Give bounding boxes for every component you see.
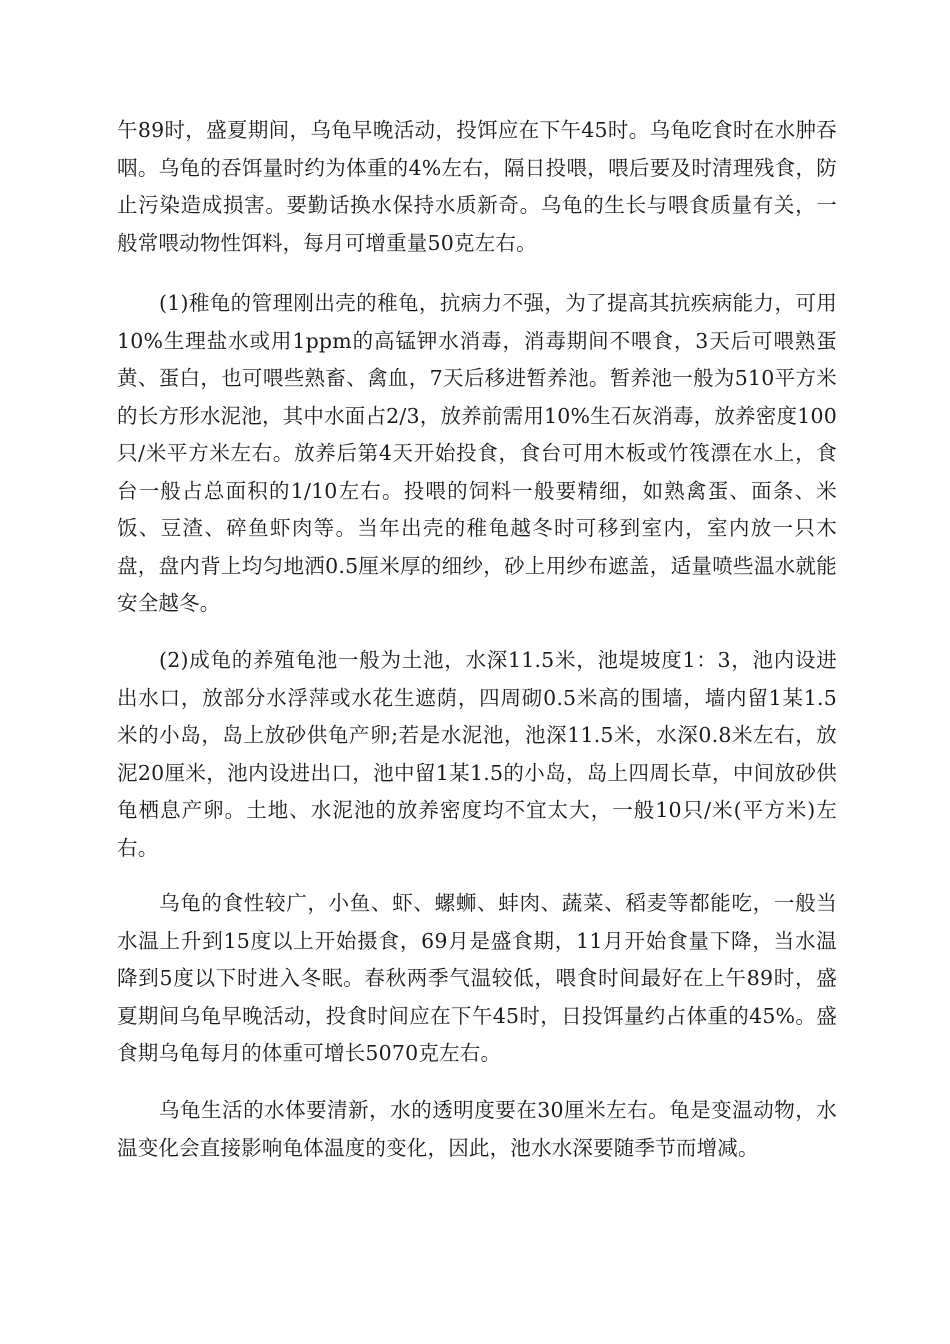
paragraph-diet: 乌龟的食性较广，小鱼、虾、螺蛳、蚌肉、蔬菜、稻麦等都能吃，一般当水温上升到15度以上开始摄食，69月是盛食期，11月开始食量下降，当水温降到5度以下时进入冬眠。春秋两季气温较低，喂食时间最好在上午89时，盛夏期间乌龟早晚活动，投食时间应在下午45时，日投饵量约占体重的45%。盛食期乌龟每月的体重可增长5070克左右。 xyxy=(117,891,837,1065)
paragraph-feeding-schedule: 午89时，盛夏期间，乌龟早晚活动，投饵应在下午45时。乌龟吃食时在水肿吞咽。乌龟的吞饵量时约为体重的4%左右，隔日投喂，喂后要及时清理残食，防止污染造成损害。要勤话换水保持水质新奇。乌龟的生长与喂食质量有关，一般常喂动物性饵料，每月可增重量50克左右。 xyxy=(117,118,837,255)
paragraph-water-quality: 乌龟生活的水体要清新，水的透明度要在30厘米左右。龟是变温动物，水温变化会直接影响龟体温度的变化，因此，池水水深要随季节而增减。 xyxy=(117,1098,837,1160)
paragraph-adult-breeding: (2)成龟的养殖龟池一般为土池，水深11.5米，池堤坡度1：3，池内设进出水口，放部分水浮萍或水花生遮荫，四周砌0.5米高的围墙，墙内留1某1.5米的小岛，岛上放砂供龟产卵;若是水泥池，池深11.5米，水深0.8米左右，放泥20厘米，池内设进出口，池中留1某1.5的小岛，岛上四周长草，中间放砂供龟栖息产卵。土地、水泥池的放养密度均不宜太大，一般10只/米(平方米)左右。 xyxy=(117,648,837,860)
paragraph-hatchling-management: (1)稚龟的管理刚出壳的稚龟，抗病力不强，为了提高其抗疾病能力，可用10%生理盐水或用1ppm的高锰钾水消毒，消毒期间不喂食，3天后可喂熟蛋黄、蛋白，也可喂些熟畜、禽血，7天后移进暂养池。暂养池一般为510平方米的长方形水泥池，其中水面占2/3，放养前需用10%生石灰消毒，放养密度100只/米平方米左右。放养后第4天开始投食，食台可用木板或竹筏漂在水上，食台一般占总面积的1/10左右。投喂的饲料一般要精细，如熟禽蛋、面条、米饭、豆渣、碎鱼虾肉等。当年出壳的稚龟越冬时可移到室内，室内放一只木盘，盘内背上均匀地洒0.5厘米厚的细纱，砂上用纱布遮盖，适量喷些温水就能安全越冬。 xyxy=(117,291,837,615)
